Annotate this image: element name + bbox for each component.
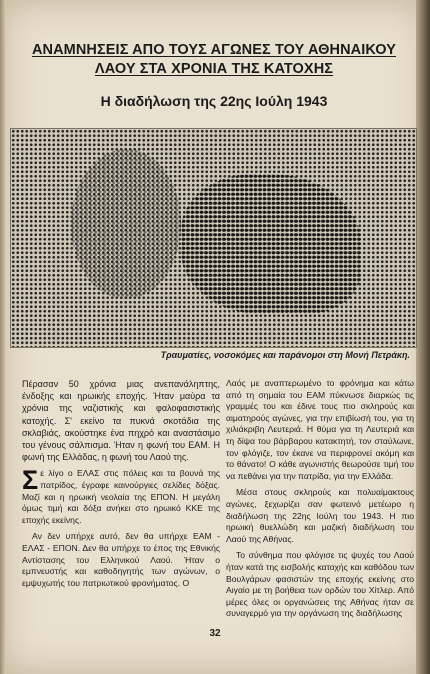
article-title: [14, 41, 414, 79]
title-line-2: ΛΑΟΥ ΣΤΑ ΧΡΟΝΙΑ ΤΗΣ ΚΑΤΟΧΗΣ: [94, 61, 334, 77]
paragraph-1: [22, 465, 220, 526]
lead-paragraph: Πέρασαν 50 χρόνια μιας ανεπανάληπτης, ένδοξης και ηρωικής εποχής. Ήταν μαύρα τα χρόνια της ναζιστικής και φαλοφασιστικής κατοχής. Σ' εκείνο τα πυκνά σκοτάδια της σκλαβιάς, ακούστηκε ένα πηχρό και αναστάσιμο του γένους σάλπισμα. Ήταν η φωνή του ΕΑΜ. Η φωνή της Ελλάδας, η φωνή του Λαού της.: [22, 379, 220, 463]
paragraph-4: Μέσα στους σκληρούς και πολυαίμακτους αγώνες, ξεχωρίζει σαν φωτεινό μετέωρο η διαδήλωση της 22ης Ιούλη του 1943. Η πιο ηρωική θυελλώδη και μαζική διαδήλωση του Λαού της Αθήνας.: [226, 487, 414, 544]
article-subtitle: Η διαδήλωση της 22ης Ιούλη 1943: [100, 93, 328, 109]
page-number: 32: [209, 628, 221, 639]
title-line-1: ΑΝΑΜΝΗΣΕΙΣ ΑΠΟ ΤΟΥΣ ΑΓΩΝΕΣ ΤΟΥ ΑΘΗΝΑΙΚΟΥ: [31, 42, 397, 58]
text-column-left: [22, 378, 220, 594]
page-left-edge: [0, 0, 6, 674]
photo-figure-group: [181, 174, 361, 314]
photo-figure-left: [71, 149, 181, 299]
page-binding-shadow: [416, 0, 430, 674]
paragraph-1-text: ε λίγο ο ΕΛΑΣ στις πόλεις και τα βουνά της πατρίδος, έγραφε καινούργιες σελίδες δόξας. Μαζί και η ηρωική νεολαία της ΕΠΟΝ. Η μεγάλη όμως τιμή και δόξα ανήκει στο ηρωικό ΚΚΕ της εποχής εκείνης.: [22, 468, 220, 525]
paragraph-2: Αν δεν υπήρχε αυτό, δεν θα υπήρχε ΕΑΜ - ΕΛΑΣ - ΕΠΟΝ. Δεν θα υπήρχε το έπος της Εθνικής Αντίστασης του Ελληνικού Λαού. Ήταν ο εμπνευστής και καθοδηγητής των αγώνων, ο εμψυχωτής του πατριωτικού φρονήματος. Ο: [22, 531, 220, 588]
halftone-photo: [10, 128, 417, 348]
drop-cap: Σ: [22, 465, 39, 496]
paragraph-5: Το σύνθημα που φλόγισε τις ψυχές του Λαού ήταν κατά της εισβολής κατοχής και καθόδου των Βουλγάρων φασιστών της εποχής εκείνης στο Αιγαίο με τη βοήθεια των ορδών του Χίτλερ. Από μέρες όλες οι οργανώσεις της Αθήνας ήταν σε συναγερμό για την οργάνωση της διαδήλωσης: [226, 550, 414, 619]
paragraph-3: Λαός με αναπτερωμένο το φρόνημα και κάτω από τη σημαία του ΕΑΜ πύκνωσε διαρκώς τις γραμμές του και έδινε τους πιο σκληρούς και αιματηρούς αγώνες, για την επιβίωσή του, για τη χιλιάκριβη Λευτεριά. Η θύμα για τη Λευτεριά και τη δίψα του βάρβαρου κατακτητή, τον σταύλωνε, τον φλόγιζε, τον έκανε να περιφρονεί ακόμη και το θάνατο! Ο κάθε αγωνιστής θεωρούσε τιμή του να πεθάνει για την πατρίδα, για την Ελλάδα.: [226, 378, 414, 481]
text-column-right: [226, 378, 414, 625]
photo-caption: Τραυματίες, νοσοκόμες και παράνομοι στη Μονή Πετράκη.: [160, 350, 410, 360]
